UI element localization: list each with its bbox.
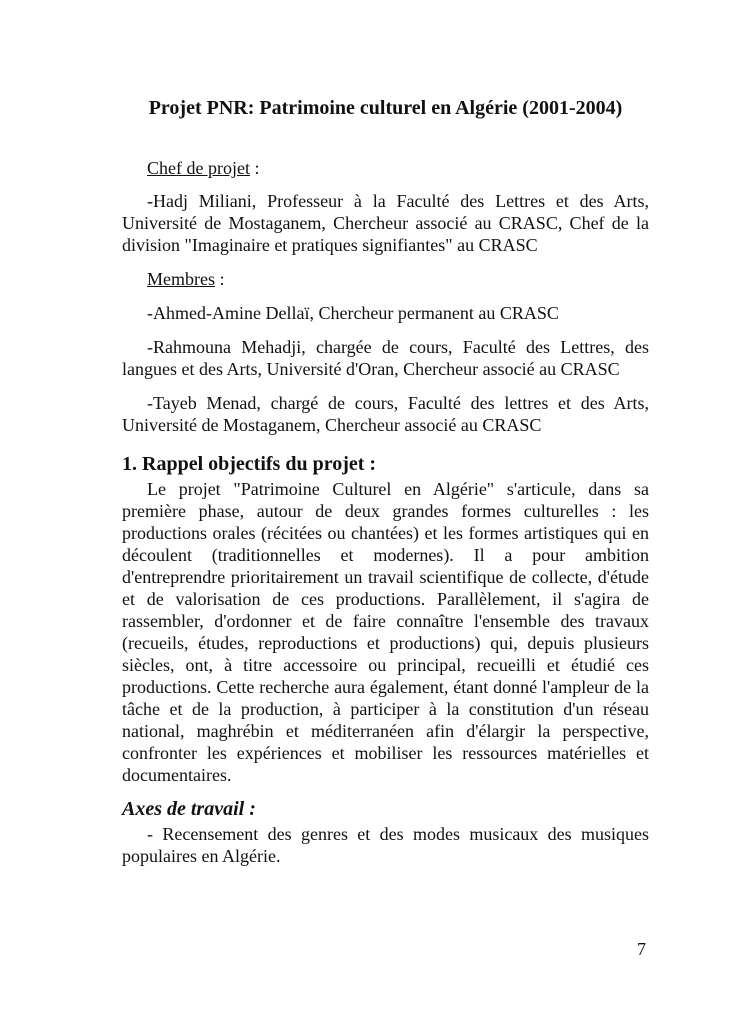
section-heading-axes: Axes de travail : [122,798,256,820]
chef-de-projet-label-suffix: : [249,158,260,178]
document-title: Projet PNR: Patrimoine culturel en Algérie (2001-2004) [148,97,623,119]
membres-label-text: Membres [147,269,215,289]
member-item: -Rahmouna Mehadji, chargée de cours, Faculté des Lettres, des langues et des Arts, Université d'Oran, Chercheur associé au CRASC [122,337,649,379]
membres-label-suffix: : [214,269,225,289]
chef-de-projet-label-text: Chef de projet [147,158,250,178]
page-number: 7 [637,939,646,959]
member-item: -Ahmed-Amine Dellaï, Chercheur permanent au CRASC [147,303,559,323]
chef-de-projet-label [147,157,259,179]
section-axes-text: - Recensement des genres et des modes musicaux des musiques populaires en Algérie. [122,824,649,866]
membres-label [147,268,225,290]
section-objectifs-text: Le projet "Patrimoine Culturel en Algérie" s'articule, dans sa première phase, autour de deux grandes formes culturelles : les productions orales (récitées ou chantées) et les formes artistiques qui en découlent (traditionnelles et modernes). Il a pour ambition d'entreprendre prioritairement un travail scientifique de collecte, d'étude et de valorisation de ces productions. Parallèlement, il s'agira de rassembler, d'ordonner et de faire connaître l'ensemble des travaux (recueils, études, reproductions et productions) qui, depuis plusieurs siècles, ont, à titre accessoire ou principal, recueilli et étudié ces productions. Cette recherche aura également, étant donné l'ampleur de la tâche et de la production, à participer à la constitution d'un réseau national, maghrébin et méditerranéen afin d'élargir la perspective, confronter les expériences et mobiliser les ressources matérielles et documentaires. [122,479,649,785]
member-item: -Tayeb Menad, chargé de cours, Faculté des lettres et des Arts, Université de Mostaganem, Chercheur associé au CRASC [122,393,649,435]
chef-de-projet-text: -Hadj Miliani, Professeur à la Faculté des Lettres et des Arts, Université de Mostaganem, Chercheur associé au CRASC, Chef de la division "Imaginaire et pratiques signifiantes" au CRASC [122,191,649,255]
section-heading-objectifs: 1. Rappel objectifs du projet : [122,453,377,475]
